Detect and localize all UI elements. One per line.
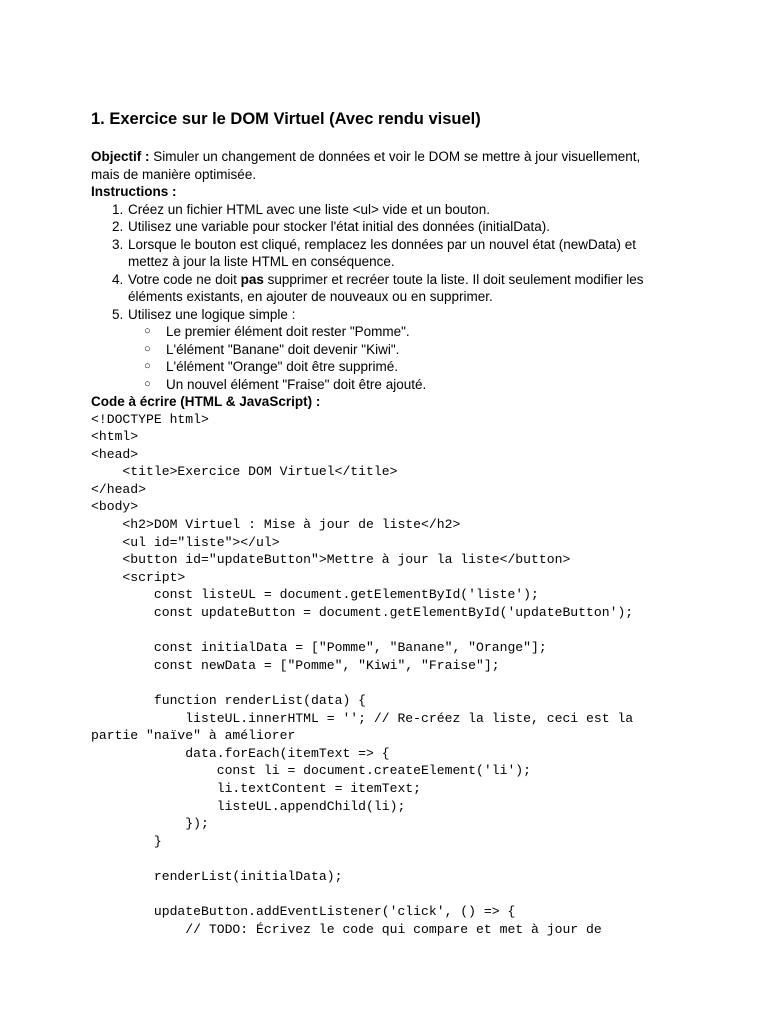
instruction-text: Utilisez une logique simple : [128, 306, 296, 322]
instructions-list [91, 201, 671, 394]
code-line [91, 886, 671, 904]
sub-list [128, 323, 671, 393]
code-line: <html> [91, 429, 139, 445]
objective-text: Simuler un changement de données et voir le DOM se mettre à jour visuellement, mais de manière optimisée. [91, 149, 641, 182]
document-page [91, 108, 671, 938]
code-line: <title>Exercice DOM Virtuel</title> [91, 464, 398, 480]
instructions-label: Instructions : [91, 184, 177, 199]
code-line: function renderList(data) { [91, 693, 367, 708]
instruction-item: 2. Utilisez une variable pour stocker l'état initial des données (initialData). [127, 218, 671, 236]
code-block [91, 411, 671, 939]
code-line: updateButton.addEventListener('click', () => { [91, 904, 516, 920]
code-line: }); [91, 816, 209, 832]
code-line: li.textContent = itemText; [91, 780, 422, 796]
code-line: // TODO: Écrivez le code qui compare et met à jour de [91, 921, 602, 937]
instruction-item [127, 271, 671, 306]
code-line: <head> [91, 446, 139, 462]
instruction-text: Votre code ne doit [128, 271, 241, 287]
code-line: renderList(initialData); [91, 868, 343, 884]
code-line: const li = document.createElement('li'); [91, 763, 532, 779]
instruction-item [127, 306, 671, 394]
code-line: <body> [91, 499, 139, 515]
sub-list-item: ○ Un nouvel élément "Fraise" doit être ajouté. [166, 376, 671, 394]
instruction-text: supprimer et recréer toute la liste. Il doit seulement modifier les éléments existants, en ajouter de nouveaux ou en supprimer. [128, 271, 644, 304]
sub-list-item: ○ L'élément "Banane" doit devenir "Kiwi". [166, 341, 671, 359]
code-line: <script> [91, 569, 186, 585]
code-line: const initialData = ["Pomme", "Banane", "Orange"]; [91, 640, 547, 656]
code-line [91, 850, 671, 868]
code-line: </head> [91, 481, 147, 497]
code-line [91, 622, 671, 640]
sub-list-item: ○ Le premier élément doit rester "Pomme". [166, 323, 671, 341]
instruction-emphasis: pas [240, 271, 264, 287]
code-line: <button id="updateButton">Mettre à jour la liste</button> [91, 552, 571, 568]
instruction-item: 1. Créez un fichier HTML avec une liste <ul> vide et un bouton. [127, 201, 671, 219]
objective-label: Objectif : [91, 149, 150, 164]
code-line: <ul id="liste"></ul> [91, 534, 280, 550]
code-line: listeUL.innerHTML = ''; // Re-créez la liste, ceci est la [91, 710, 634, 726]
objective-paragraph [91, 148, 671, 183]
code-line: data.forEach(itemText => { [91, 745, 390, 761]
code-line: <!DOCTYPE html> [91, 411, 209, 427]
code-label: Code à écrire (HTML & JavaScript) : [91, 394, 321, 409]
code-line: <h2>DOM Virtuel : Mise à jour de liste</h2> [91, 517, 461, 533]
code-line [91, 674, 671, 692]
instruction-item: 3. Lorsque le bouton est cliqué, remplacez les données par un nouvel état (newData) et mettez à jour la liste HTML en conséquence. [127, 236, 671, 271]
code-line: const listeUL = document.getElementById('liste'); [91, 587, 539, 603]
code-line: const updateButton = document.getElementById('updateButton'); [91, 605, 634, 621]
code-line: const newData = ["Pomme", "Kiwi", "Fraise"]; [91, 657, 500, 673]
code-line: } [91, 833, 162, 849]
sub-list-item: ○ L'élément "Orange" doit être supprimé. [166, 358, 671, 376]
code-line: listeUL.appendChild(li); [91, 798, 406, 814]
code-line: partie "naïve" à améliorer [91, 728, 296, 744]
exercise-title: 1. Exercice sur le DOM Virtuel (Avec rendu visuel) [91, 110, 481, 128]
